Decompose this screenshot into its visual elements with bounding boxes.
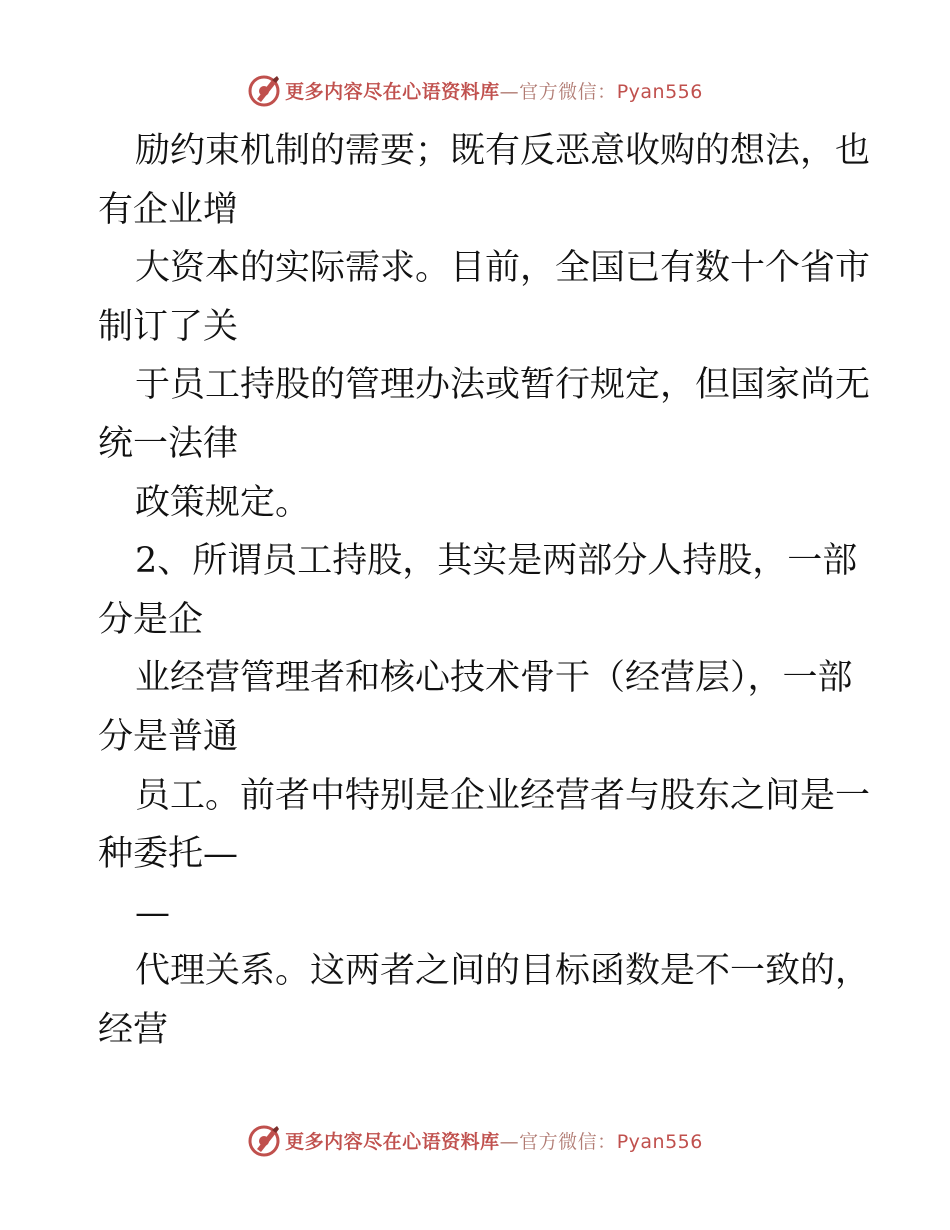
footer-banner [0,1120,950,1160]
text-line: 经营 [98,1009,169,1050]
banner-wechat-id: Pyan556 [616,80,703,103]
banner-wechat-label: —官方微信： [499,80,617,103]
text-line: 有企业增 [98,189,239,230]
banner-title: 更多内容尽在心语资料库 [285,80,500,103]
text-line: — [135,892,170,933]
pen-logo-icon [247,73,281,107]
text-line: 于员工持股的管理办法或暂行规定，但国家尚无 [135,365,871,406]
banner-text [285,77,703,104]
text-line: 分是企 [98,599,204,640]
pen-logo-icon [247,1123,281,1157]
text-line: 2、所谓员工持股，其实是两部分人持股，一部 [135,541,858,582]
banner-title: 更多内容尽在心语资料库 [285,1130,500,1153]
text-line: 大资本的实际需求。目前，全国已有数十个省市 [135,248,871,289]
text-line: 政策规定。 [135,482,311,523]
banner-wechat-label: —官方微信： [499,1130,617,1153]
text-line: 分是普通 [98,716,239,757]
banner-wechat-id: Pyan556 [616,1130,703,1153]
text-line: 统一法律 [98,423,239,464]
text-line: 代理关系。这两者之间的目标函数是不一致的， [135,951,871,992]
text-line: 制订了关 [98,306,239,347]
document-body [98,122,871,1060]
text-line: 种委托— [98,834,239,875]
text-line: 业经营管理者和核心技术骨干（经营层），一部 [135,658,853,699]
header-banner [0,70,950,110]
text-line: 员工。前者中特别是企业经营者与股东之间是一 [135,775,871,816]
banner-text [285,1127,703,1154]
text-line: 励约束机制的需要；既有反恶意收购的想法，也 [135,131,871,171]
